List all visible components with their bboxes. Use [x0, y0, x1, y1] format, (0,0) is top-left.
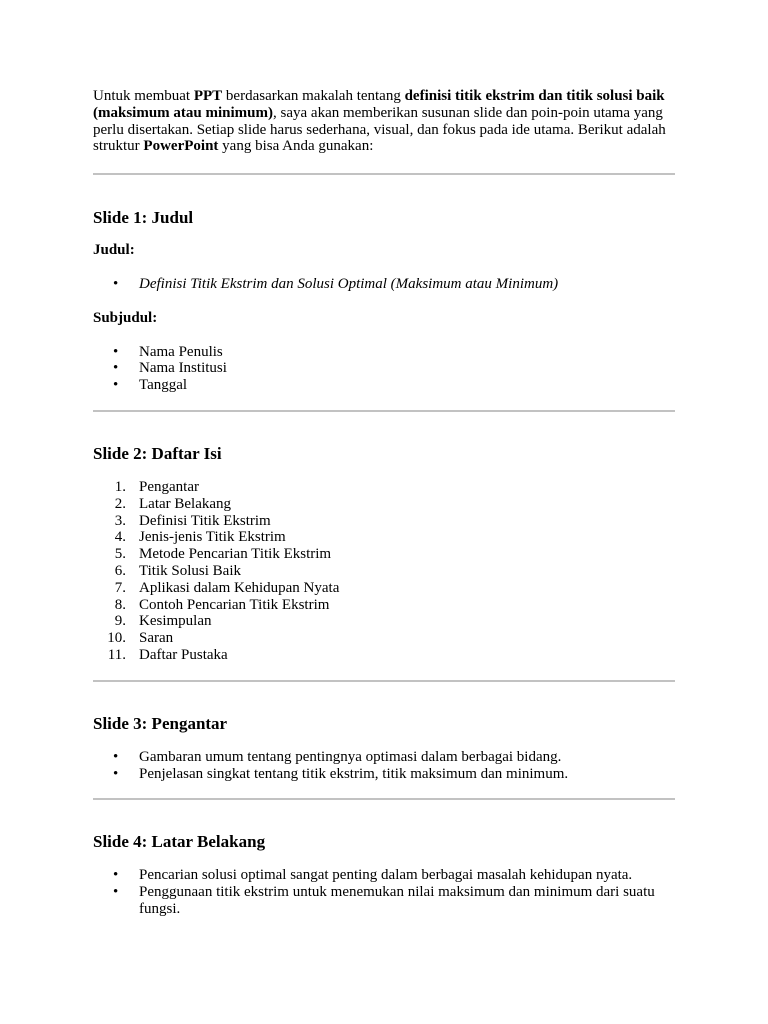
list-item [93, 580, 675, 597]
subjudul-list [93, 344, 675, 394]
judul-item-text: Definisi Titik Ekstrim dan Solusi Optimal (Maksimum atau Minimum) [139, 275, 559, 292]
subjudul-label: Subjudul: [93, 309, 158, 326]
list-item [93, 529, 675, 546]
list-item [93, 563, 675, 580]
list-text: Titik Solusi Baik [139, 562, 241, 579]
list-text: Pengantar [139, 478, 199, 495]
list-item [93, 479, 675, 496]
list-text: Kesimpulan [139, 613, 212, 630]
daftar-isi-list [93, 479, 675, 664]
list-item: • Pencarian solusi optimal sangat penting dalam berbagai masalah kehidupan nyata. [93, 867, 675, 884]
list-item [93, 613, 675, 630]
pengantar-list [93, 749, 675, 783]
list-item: • Penjelasan singkat tentang titik ekstrim, titik maksimum dan minimum. [93, 766, 675, 783]
intro-bold-powerpoint: PowerPoint [143, 138, 219, 155]
list-item [93, 513, 675, 530]
list-number: 8. [114, 596, 126, 613]
list-item [93, 546, 675, 563]
slide4-heading: Slide 4: Latar Belakang [93, 832, 266, 852]
list-item [93, 597, 675, 614]
intro-bold-topic: definisi titik ekstrim dan titik solusi baik (maksimum atau minimum) [93, 88, 665, 121]
intro-text-3: , saya akan memberikan susunan slide dan poin-poin utama yang perlu disertakan. Setiap slide harus sederhana, visual, dan fokus pada ide utama. Berikut adalah struktur [93, 104, 666, 155]
list-number: 1. [114, 478, 126, 495]
intro-text-4: yang bisa Anda gunakan: [218, 138, 374, 155]
list-text: Jenis-jenis Titik Ekstrim [139, 529, 286, 546]
list-number: 6. [114, 562, 126, 579]
list-item: • Tanggal [93, 377, 675, 394]
list-item: • Nama Institusi [93, 360, 675, 377]
judul-list [93, 276, 675, 293]
divider [93, 410, 675, 412]
intro-text-1: Untuk membuat [93, 88, 194, 104]
list-number: 2. [114, 495, 126, 512]
slide3-heading: Slide 3: Pengantar [93, 713, 228, 733]
divider [93, 680, 675, 682]
list-text: Metode Pencarian Titik Ekstrim [139, 546, 332, 563]
list-text: Daftar Pustaka [139, 646, 228, 663]
list-text: Definisi Titik Ekstrim [139, 512, 271, 529]
list-item: • Gambaran umum tentang pentingnya optimasi dalam berbagai bidang. [93, 749, 675, 766]
list-number: 4. [114, 529, 126, 546]
list-item [93, 647, 675, 664]
list-text: Aplikasi dalam Kehidupan Nyata [139, 579, 340, 596]
document-content [93, 88, 675, 918]
list-item [93, 276, 675, 293]
list-item [93, 630, 675, 647]
list-number: 5. [114, 546, 126, 563]
list-number: 10. [107, 630, 126, 647]
slide1-heading: Slide 1: Judul [93, 208, 194, 228]
intro-bold-ppt: PPT [193, 88, 223, 104]
list-number: 7. [114, 579, 126, 596]
divider [93, 173, 675, 175]
divider [93, 798, 675, 800]
intro-paragraph [93, 88, 675, 155]
list-text: Contoh Pencarian Titik Ekstrim [139, 596, 330, 613]
list-text: Latar Belakang [139, 495, 232, 512]
list-number: 3. [114, 512, 126, 529]
latar-belakang-list [93, 867, 675, 917]
list-text: Saran [139, 630, 174, 647]
list-number: 11. [107, 646, 126, 663]
intro-text-2: berdasarkan makalah tentang [222, 88, 405, 104]
slide2-heading: Slide 2: Daftar Isi [93, 443, 222, 463]
list-number: 9. [114, 613, 126, 630]
list-item [93, 496, 675, 513]
list-item: • Penggunaan titik ekstrim untuk menemukan nilai maksimum dan minimum dari suatu fungsi. [93, 884, 675, 918]
list-item: • Nama Penulis [93, 344, 675, 361]
judul-label: Judul: [93, 242, 135, 259]
